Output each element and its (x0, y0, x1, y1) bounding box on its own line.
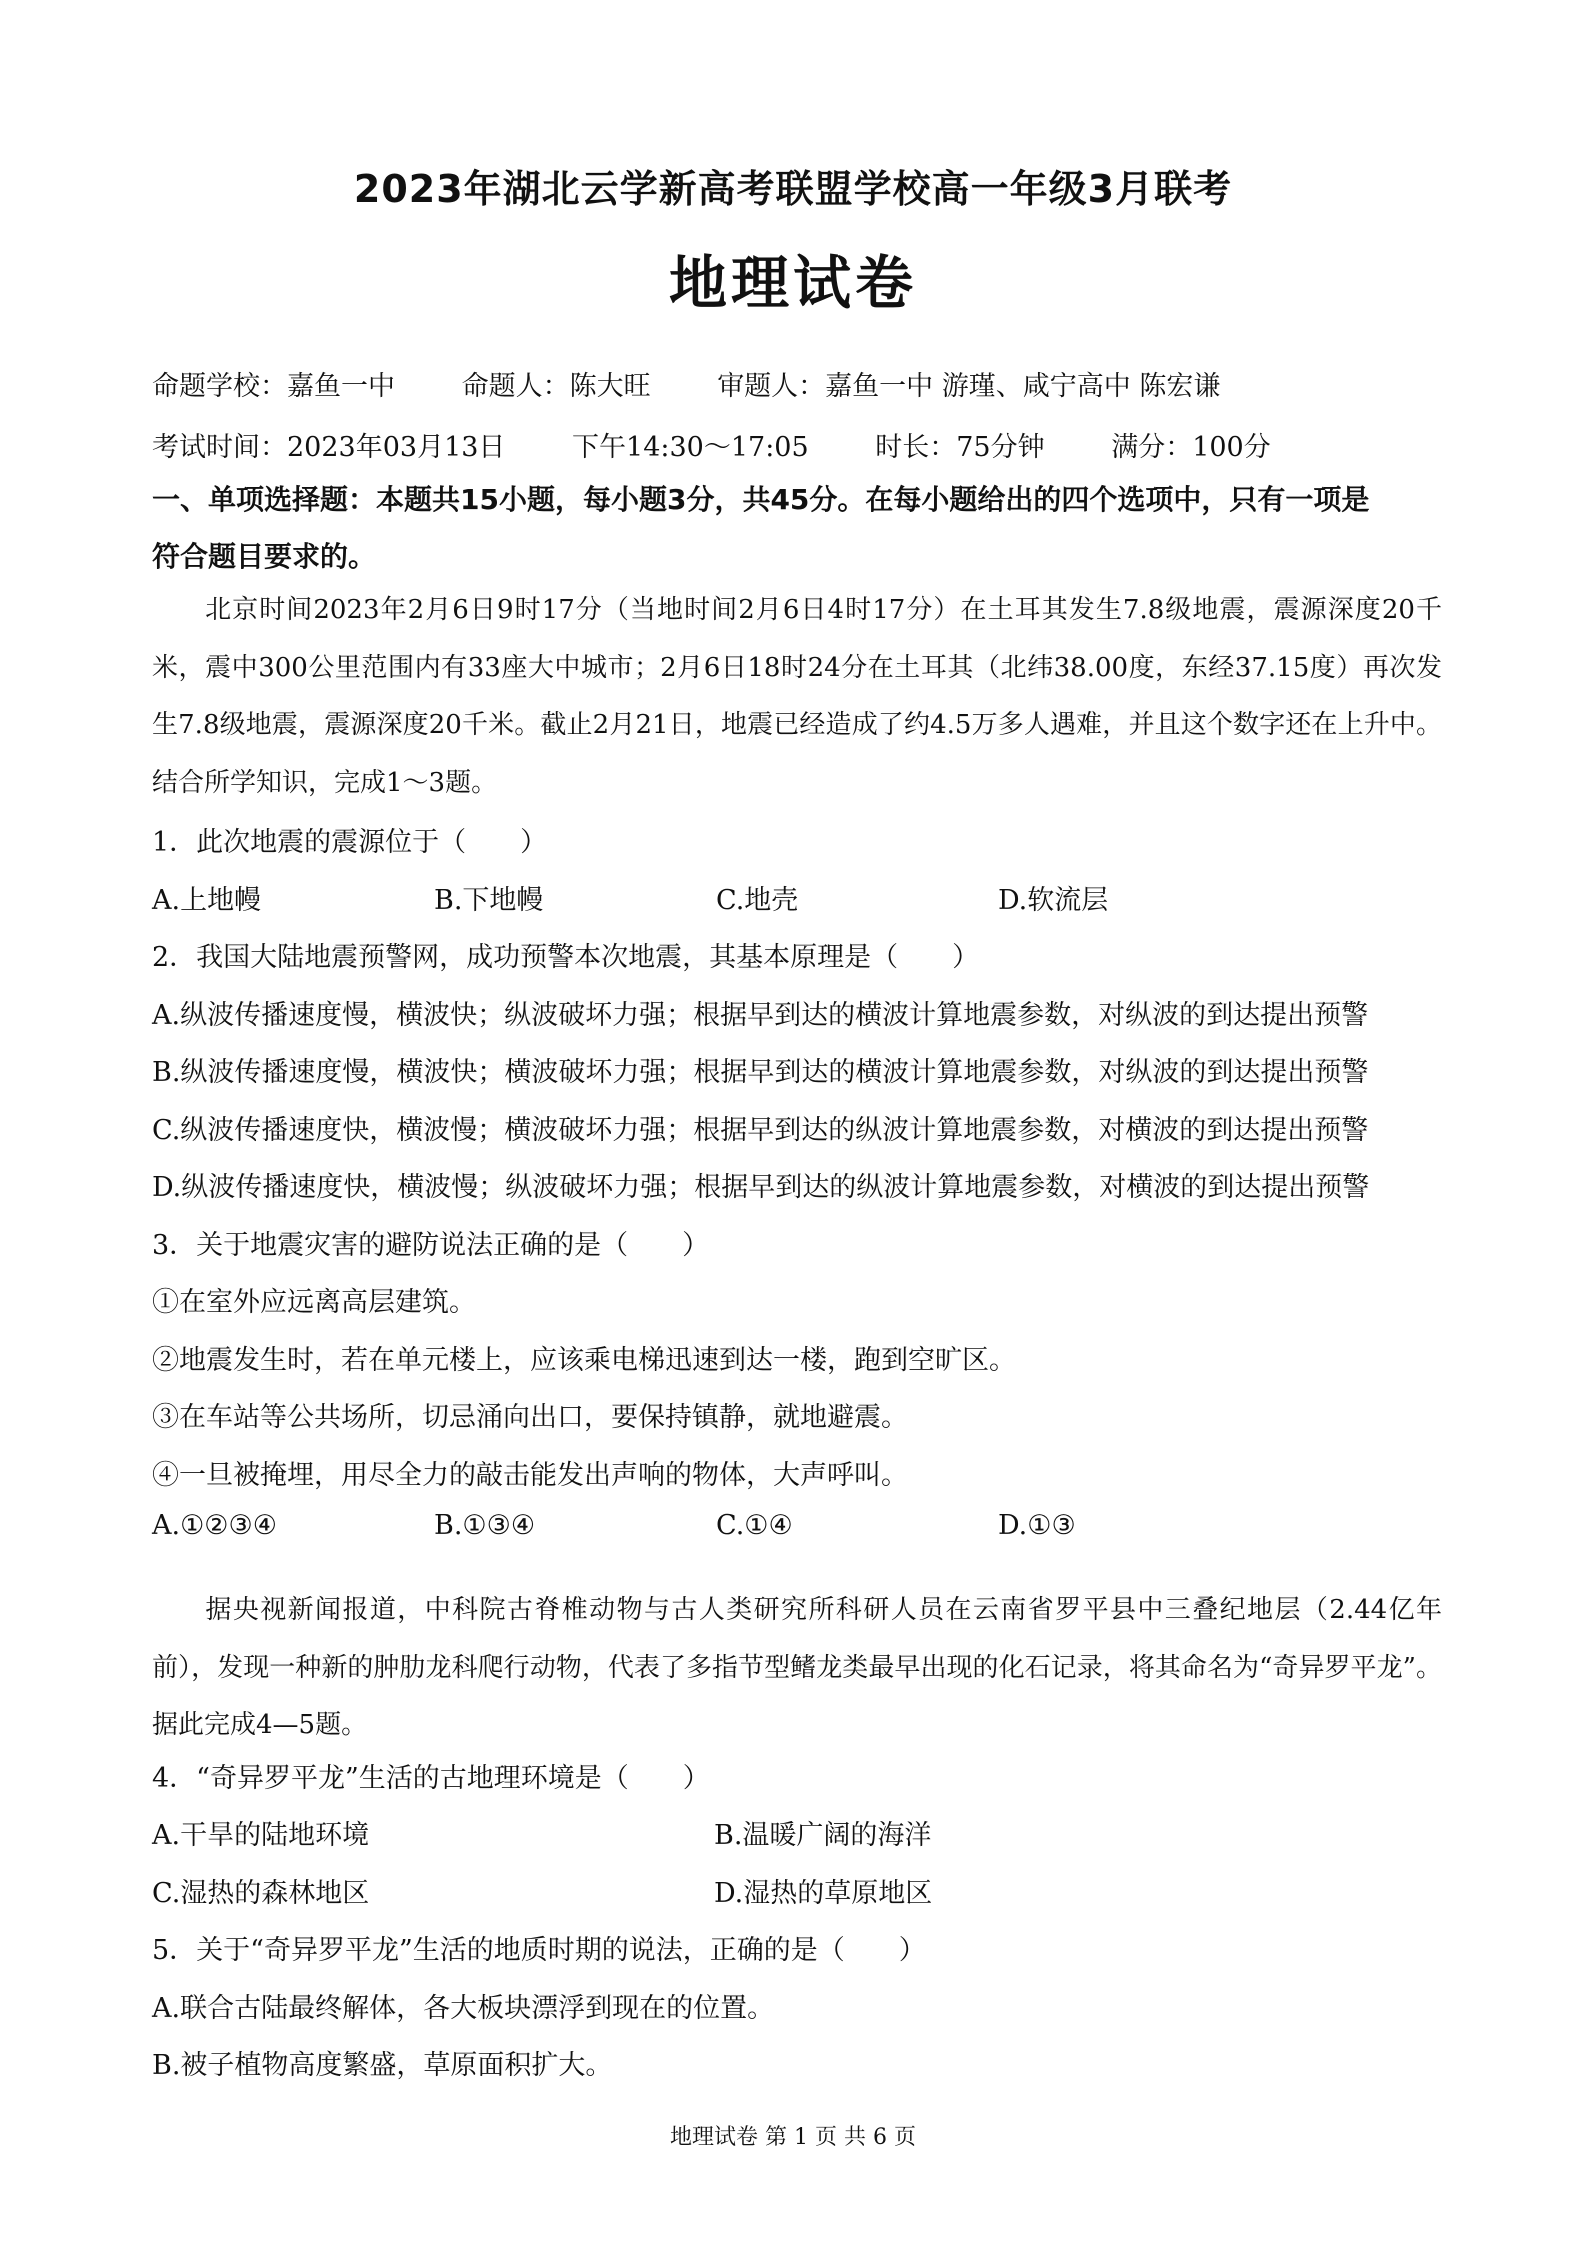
q1-stem: 1．此次地震的震源位于（ ） (152, 827, 548, 858)
q3-option-d: D.①③ (998, 1510, 1076, 1541)
q1-option-a: A.上地幔 (152, 885, 262, 916)
meta-score: 满分：100分 (1111, 432, 1271, 463)
q3-options (152, 1510, 1280, 1541)
meta-school: 命题学校：嘉鱼一中 (152, 371, 395, 402)
q1-option-d: D.软流层 (998, 885, 1109, 916)
exam-title: 2023年湖北云学新高考联盟学校高一年级3月联考 (353, 167, 1233, 211)
q4-options-row2 (152, 1871, 1276, 1910)
q4-option-c: C.湿热的森林地区 (152, 1878, 370, 1909)
meta-author: 命题人：陈大旺 (461, 371, 651, 402)
q2-option-a: A.纵波传播速度慢，横波快；纵波破坏力强；根据早到达的横波计算地震参数，对纵波的到达提出预警 (152, 1000, 1369, 1031)
q4-stem: 4．“奇异罗平龙”生活的古地理环境是（ ） (152, 1763, 710, 1794)
meta-date: 考试时间：2023年03月13日 (152, 432, 506, 463)
page-footer: 地理试卷 第 1 页 共 6 页 (670, 2125, 916, 2150)
q4-option-a: A.干旱的陆地环境 (152, 1820, 370, 1851)
q4-options-row1 (152, 1813, 1276, 1852)
q3-statement-1: ①在室外应远离高层建筑。 (152, 1287, 476, 1318)
q3-option-a: A.①②③④ (152, 1510, 277, 1541)
q2-option-c: C.纵波传播速度快，横波慢；横波破坏力强；根据早到达的纵波计算地震参数，对横波的到达提出预警 (152, 1115, 1369, 1146)
meta-line-authors (152, 364, 1220, 403)
meta-duration: 时长：75分钟 (875, 432, 1045, 463)
q3-statement-3: ③在车站等公共场所，切忌涌向出口，要保持镇静，就地避震。 (152, 1402, 908, 1433)
passage-earthquake (152, 582, 1442, 812)
q5-option-a: A.联合古陆最终解体，各大板块漂浮到现在的位置。 (152, 1993, 775, 2024)
q4-option-b: B.温暖广阔的海洋 (714, 1820, 932, 1851)
passage-fossil-text: 据央视新闻报道，中科院古脊椎动物与古人类研究所科研人员在云南省罗平县中三叠纪地层（2.44亿年前），发现一种新的肿肋龙科爬行动物，代表了多指节型鳍龙类最早出现的化石记录，将其命名为“奇异罗平龙”。据此完成4—5题。 (152, 1595, 1442, 1740)
section-heading-line2: 符合题目要求的。 (152, 540, 377, 573)
q5-stem: 5．关于“奇异罗平龙”生活的地质时期的说法，正确的是（ ） (152, 1935, 926, 1966)
meta-reviewer: 审题人：嘉鱼一中 游瑾、咸宁高中 陈宏谦 (717, 371, 1221, 402)
q3-statement-4: ④一旦被掩埋，用尽全力的敲击能发出声响的物体，大声呼叫。 (152, 1460, 908, 1491)
subject-title: 地理试卷 (668, 249, 917, 317)
meta-period: 下午14:30～17:05 (572, 432, 809, 463)
q2-stem: 2．我国大陆地震预警网，成功预警本次地震，其基本原理是（ ） (152, 942, 980, 973)
meta-line-time (152, 425, 1271, 464)
q1-option-b: B.下地幔 (434, 885, 544, 916)
q1-options (152, 878, 1280, 917)
q2-option-d: D.纵波传播速度快，横波慢；纵波破坏力强；根据早到达的纵波计算地震参数，对横波的到达提出预警 (152, 1172, 1370, 1203)
q3-stem: 3．关于地震灾害的避防说法正确的是（ ） (152, 1230, 710, 1261)
section-heading-line1: 一、单项选择题：本题共15小题，每小题3分，共45分。在每小题给出的四个选项中，只有一项是 (152, 483, 1370, 516)
q3-option-b: B.①③④ (434, 1510, 536, 1541)
q3-option-c: C.①④ (716, 1510, 793, 1541)
q5-option-b: B.被子植物高度繁盛，草原面积扩大。 (152, 2050, 613, 2081)
q2-option-b: B.纵波传播速度慢，横波快；横波破坏力强；根据早到达的横波计算地震参数，对纵波的到达提出预警 (152, 1057, 1369, 1088)
passage-earthquake-text: 北京时间2023年2月6日9时17分（当地时间2月6日4时17分）在土耳其发生7.8级地震，震源深度20千米，震中300公里范围内有33座大中城市；2月6日18时24分在土耳其（北纬38.00度，东经37.15度）再次发生7.8级地震，震源深度20千米。截止2月21日，地震已经造成了约4.5万多人遇难，并且这个数字还在上升中。结合所学知识，完成1～3题。 (152, 595, 1443, 798)
q4-option-d: D.湿热的草原地区 (714, 1878, 933, 1909)
q1-option-c: C.地壳 (716, 885, 799, 916)
q3-statement-2: ②地震发生时，若在单元楼上，应该乘电梯迅速到达一楼，跑到空旷区。 (152, 1345, 1016, 1376)
passage-fossil (152, 1582, 1442, 1755)
